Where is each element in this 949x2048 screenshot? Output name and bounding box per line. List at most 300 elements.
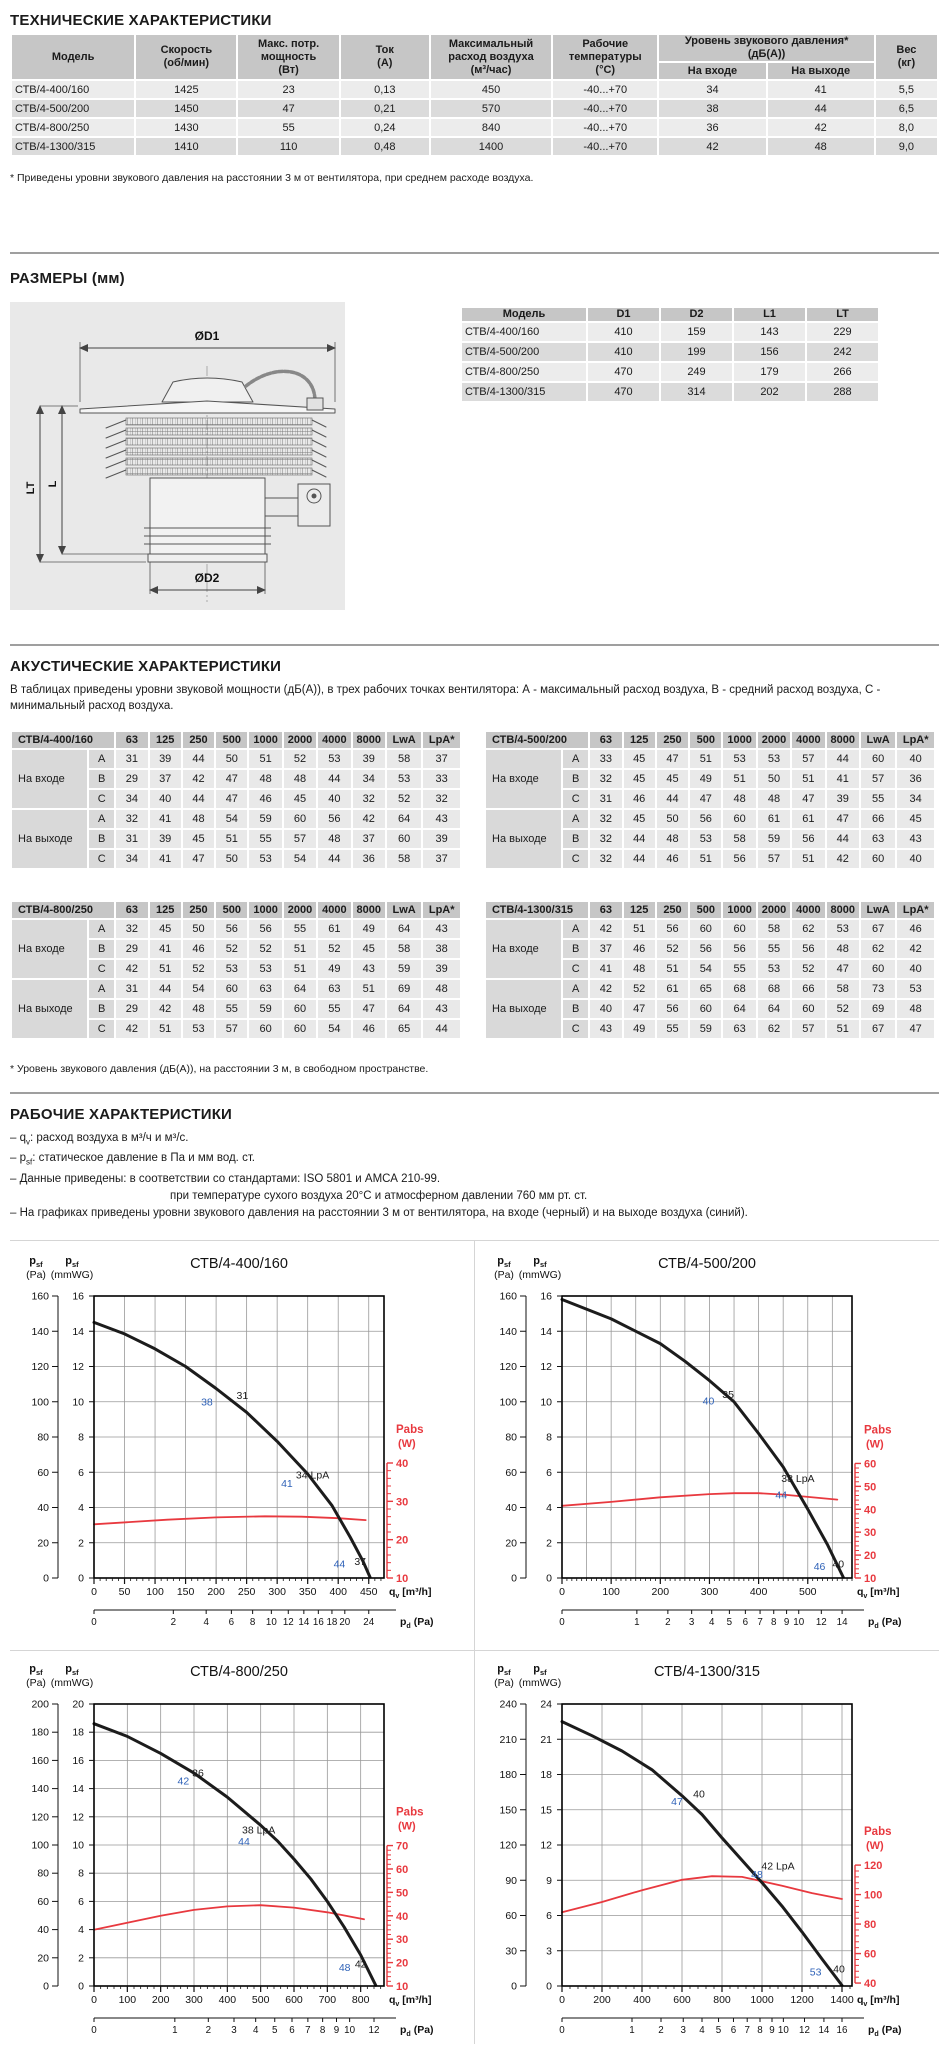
value-cell: 59 <box>387 960 421 978</box>
column-header-model: Модель <box>12 35 134 79</box>
point-label: C <box>89 1020 114 1038</box>
curve-annotation: 42 <box>177 1775 190 1788</box>
pabs-axis-tick: 50 <box>864 1481 877 1494</box>
qv-axis-title: $q_v$ [m³/h] <box>389 1994 432 2008</box>
value-cell: 32 <box>353 790 385 808</box>
value-cell: 58 <box>387 850 421 868</box>
value-cell: 56 <box>249 920 281 938</box>
value-cell: 40 <box>590 1000 621 1018</box>
value-cell: 48 <box>624 960 655 978</box>
mmwg-axis-tick: 0 <box>78 1572 84 1585</box>
pabs-axis-title: Pabs <box>396 1806 424 1819</box>
model-cell: СТВ/4-800/250 <box>12 119 134 136</box>
point-label: A <box>89 980 114 998</box>
pd-axis-tick: 24 <box>363 1617 375 1628</box>
pa-axis-tick: 0 <box>511 1980 517 1993</box>
pa-axis-tick: 120 <box>31 1811 49 1824</box>
value-cell: 48 <box>768 138 874 155</box>
value-cell: -40...+70 <box>553 100 657 117</box>
pa-axis-tick: 100 <box>31 1839 49 1852</box>
value-cell: 47 <box>827 960 859 978</box>
value-cell: 69 <box>861 1000 895 1018</box>
value-cell: 40 <box>897 960 934 978</box>
pd-axis-tick: 7 <box>305 2025 311 2036</box>
value-cell: 47 <box>792 790 824 808</box>
pd-axis-tick: 5 <box>715 2025 722 2036</box>
chart-title: СТВ/4-500/200 <box>658 1256 756 1272</box>
value-cell: 37 <box>353 830 385 848</box>
value-cell: 58 <box>387 940 421 958</box>
value-cell: 44 <box>768 100 874 117</box>
mmwg-axis-tick: 4 <box>546 1502 552 1514</box>
mmwg-axis-tick: 14 <box>540 1325 552 1338</box>
value-cell: 55 <box>216 1000 247 1018</box>
value-cell: 34 <box>116 790 147 808</box>
value-cell: 50 <box>216 850 247 868</box>
column-header-freq: 63 <box>116 732 147 748</box>
value-cell: 51 <box>150 960 181 978</box>
pd-axis-tick: 7 <box>744 2025 750 2036</box>
value-cell: 56 <box>690 940 721 958</box>
value-cell: 47 <box>183 850 214 868</box>
acoustic-table-ctb4-1300-315 <box>484 900 936 1040</box>
column-header-freq: LwA <box>861 902 895 918</box>
mmwg-axis-tick: 3 <box>546 1945 552 1958</box>
dim-label-d2: ØD2 <box>194 571 220 585</box>
value-cell: 64 <box>387 1000 421 1018</box>
value-cell: 33 <box>423 770 460 788</box>
pa-axis-tick: 140 <box>31 1325 49 1338</box>
mmwg-axis-tick: 4 <box>78 1924 84 1937</box>
mmwg-axis-tick: 21 <box>540 1733 552 1746</box>
point-label: A <box>563 810 588 828</box>
curve-annotation: 37 <box>354 1555 367 1568</box>
curve-annotation: 40 <box>702 1395 715 1408</box>
qv-axis-tick: 50 <box>118 1586 131 1598</box>
value-cell: 41 <box>150 850 181 868</box>
curve-annotation: 31 <box>236 1390 249 1403</box>
qv-axis-tick: 800 <box>351 1994 370 2006</box>
mmwg-axis-tick: 10 <box>72 1839 84 1852</box>
value-cell: 45 <box>624 810 655 828</box>
pd-axis-tick: 9 <box>333 2025 340 2036</box>
table-row <box>486 980 934 998</box>
table-row <box>486 810 934 828</box>
mmwg-axis-tick: 2 <box>78 1537 84 1550</box>
value-cell: 48 <box>827 940 859 958</box>
acoustics-intro: В таблицах приведены уровни звуковой мощности (дБ(А)), в трех рабочих точках вентилятора: А - максимальный расход воздуха, В - средний расход воздуха, С - минимальный расход воздуха. <box>10 684 881 712</box>
pd-axis-tick: 2 <box>665 1617 671 1628</box>
table-header-row <box>12 902 460 918</box>
value-cell: 48 <box>423 980 460 998</box>
value-cell: 43 <box>423 810 460 828</box>
value-cell: 47 <box>827 810 859 828</box>
pabs-axis-tick: 60 <box>396 1863 409 1876</box>
value-cell: 40 <box>318 790 350 808</box>
value-cell: 42 <box>827 850 859 868</box>
column-header-freq: 8000 <box>827 902 859 918</box>
value-cell: 32 <box>590 770 621 788</box>
section-divider <box>10 1092 939 1094</box>
point-label: B <box>89 940 114 958</box>
column-header-model: СТВ/4-1300/315 <box>486 902 588 918</box>
value-cell: 179 <box>734 363 805 381</box>
value-cell: -40...+70 <box>553 81 657 98</box>
pd-axis-tick: 10 <box>777 2025 789 2036</box>
psf-pa-axis-unit: (Pa) <box>494 1677 514 1689</box>
mmwg-axis-tick: 10 <box>540 1396 552 1409</box>
table-header-row <box>462 308 878 321</box>
column-header-freq: LpA* <box>897 732 934 748</box>
psf-pa-axis-title: $p_{sf}$ <box>29 1663 43 1677</box>
acoustic-table-ctb4-400-160 <box>10 730 462 870</box>
value-cell: 58 <box>723 830 755 848</box>
value-cell: 54 <box>318 1020 350 1038</box>
chart-title: СТВ/4-400/160 <box>190 1256 288 1272</box>
psf-pa-axis-title: $p_{sf}$ <box>497 1255 511 1269</box>
value-cell: 61 <box>657 980 688 998</box>
curve-annotation: 48 <box>751 1868 763 1881</box>
dim-label-lt: LT <box>25 481 37 495</box>
value-cell: 50 <box>183 920 214 938</box>
point-label: A <box>89 920 114 938</box>
value-cell: 59 <box>690 1020 721 1038</box>
value-cell: 32 <box>590 830 621 848</box>
psf-mmwg-axis-unit: (mmWG) <box>50 1269 94 1281</box>
value-cell: 56 <box>216 920 247 938</box>
qv-axis-tick: 350 <box>298 1586 317 1598</box>
value-cell: 55 <box>238 119 338 136</box>
mmwg-axis-tick: 20 <box>72 1698 84 1711</box>
psf-mmwg-axis-title: $p_{sf}$ <box>533 1255 547 1269</box>
mmwg-axis-tick: 14 <box>72 1783 84 1796</box>
value-cell: 60 <box>723 920 755 938</box>
technical-footnote: * Приведены уровни звукового давления на расстоянии 3 м от вентилятора, при среднем расходе воздуха. <box>10 172 534 184</box>
column-header-freq: 125 <box>150 902 181 918</box>
value-cell: 51 <box>657 960 688 978</box>
value-cell: 52 <box>284 750 316 768</box>
model-cell: СТВ/4-400/160 <box>462 323 586 341</box>
qv-axis-tick: 400 <box>218 1994 237 2006</box>
table-header-row <box>486 732 934 748</box>
value-cell: 65 <box>387 1020 421 1038</box>
pa-axis-tick: 60 <box>37 1895 49 1908</box>
value-cell: 48 <box>183 810 214 828</box>
point-label: C <box>89 790 114 808</box>
pd-axis-tick: 3 <box>688 1617 695 1628</box>
value-cell: 470 <box>588 383 659 401</box>
value-cell: 60 <box>249 1020 281 1038</box>
value-cell: 48 <box>657 830 688 848</box>
value-cell: 42 <box>116 960 147 978</box>
mmwg-axis-tick: 8 <box>78 1867 84 1880</box>
performance-chart-ctb4-500-200 <box>480 1248 935 1638</box>
value-cell: 43 <box>590 1020 621 1038</box>
column-header-weight: Вес (кг) <box>876 35 937 79</box>
column-header-freq: 8000 <box>353 902 385 918</box>
column-header-freq: 250 <box>183 732 214 748</box>
point-label: B <box>89 770 114 788</box>
psf-mmwg-axis-title: $p_{sf}$ <box>533 1663 547 1677</box>
curve-annotation: 35 <box>722 1389 734 1402</box>
column-header-freq: 250 <box>657 902 688 918</box>
column-header-current: Ток (А) <box>341 35 429 79</box>
mmwg-axis-tick: 16 <box>540 1290 552 1303</box>
mmwg-axis-tick: 24 <box>540 1698 552 1711</box>
value-cell: 51 <box>792 770 824 788</box>
value-cell: 56 <box>657 1000 688 1018</box>
pa-axis-tick: 30 <box>505 1945 517 1958</box>
dim-label-d1: ØD1 <box>194 329 220 343</box>
pabs-axis-unit: (W) <box>398 1820 416 1833</box>
table-row <box>12 750 460 768</box>
pa-axis-tick: 60 <box>505 1466 517 1479</box>
value-cell: 43 <box>423 1000 460 1018</box>
pa-axis-tick: 120 <box>31 1361 49 1373</box>
pd-axis-tick: 14 <box>818 2025 830 2036</box>
value-cell: 51 <box>284 940 316 958</box>
column-header-freq: 8000 <box>353 732 385 748</box>
value-cell: 54 <box>216 810 247 828</box>
value-cell: 44 <box>183 790 214 808</box>
value-cell: 42 <box>183 770 214 788</box>
value-cell: 60 <box>387 830 421 848</box>
value-cell: 40 <box>897 850 934 868</box>
mmwg-axis-tick: 6 <box>78 1466 84 1479</box>
value-cell: -40...+70 <box>553 119 657 136</box>
value-cell: 42 <box>116 1020 147 1038</box>
value-cell: 60 <box>861 750 895 768</box>
pa-axis-tick: 100 <box>31 1396 49 1409</box>
point-label: A <box>563 920 588 938</box>
qv-axis-tick: 200 <box>207 1586 225 1598</box>
mmwg-axis-tick: 0 <box>546 1572 552 1585</box>
value-cell: 59 <box>249 1000 281 1018</box>
qv-axis-title: $q_v$ [m³/h] <box>857 1586 900 1600</box>
pd-axis-tick: 16 <box>836 2025 848 2036</box>
pa-axis-tick: 90 <box>505 1874 517 1887</box>
value-cell: 44 <box>657 790 688 808</box>
pa-axis-tick: 80 <box>37 1431 49 1444</box>
pa-axis-tick: 20 <box>37 1952 49 1965</box>
column-header-freq: 1000 <box>723 902 755 918</box>
psf-pa-axis-title: $p_{sf}$ <box>497 1663 511 1677</box>
value-cell: 288 <box>807 383 878 401</box>
qv-axis-tick: 600 <box>285 1994 303 2006</box>
column-header-freq: 4000 <box>318 902 350 918</box>
pa-axis-tick: 160 <box>31 1754 49 1767</box>
table-row <box>12 119 937 136</box>
value-cell: 45 <box>624 770 655 788</box>
value-cell: 29 <box>116 940 147 958</box>
pd-axis-tick: 5 <box>272 2025 278 2036</box>
model-cell: СТВ/4-500/200 <box>462 343 586 361</box>
value-cell: 44 <box>318 850 350 868</box>
value-cell: 32 <box>116 920 147 938</box>
table-row <box>462 343 878 361</box>
value-cell: 53 <box>758 750 790 768</box>
value-cell: 56 <box>690 810 721 828</box>
value-cell: 51 <box>723 770 755 788</box>
table-row <box>12 810 460 828</box>
value-cell: 32 <box>423 790 460 808</box>
value-cell: 45 <box>183 830 214 848</box>
pa-axis-tick: 40 <box>37 1924 49 1937</box>
mmwg-axis-tick: 6 <box>546 1466 552 1479</box>
pabs-axis-tick: 20 <box>396 1957 409 1970</box>
value-cell: 62 <box>861 940 895 958</box>
value-cell: 57 <box>792 1020 824 1038</box>
psf-mmwg-axis-unit: (mmWG) <box>518 1269 562 1281</box>
value-cell: 23 <box>238 81 338 98</box>
value-cell: 55 <box>318 1000 350 1018</box>
pa-axis-tick: 0 <box>43 1572 49 1585</box>
pd-axis-tick: 4 <box>203 1617 209 1628</box>
table-row <box>12 138 937 155</box>
value-cell: 242 <box>807 343 878 361</box>
qv-axis-tick: 300 <box>185 1994 203 2006</box>
value-cell: 1430 <box>136 119 236 136</box>
pd-axis-tick: 1 <box>172 2025 178 2036</box>
value-cell: 65 <box>690 980 721 998</box>
value-cell: 56 <box>723 940 755 958</box>
point-label: C <box>563 850 588 868</box>
pd-axis-tick: 18 <box>326 1617 338 1628</box>
pd-axis-tick: 1 <box>629 2025 635 2036</box>
pa-axis-tick: 80 <box>505 1431 517 1444</box>
value-cell: 39 <box>150 750 181 768</box>
column-header-freq: 4000 <box>792 902 824 918</box>
value-cell: 55 <box>723 960 755 978</box>
value-cell: 47 <box>238 100 338 117</box>
value-cell: 45 <box>657 770 688 788</box>
value-cell: 36 <box>659 119 765 136</box>
performance-chart-ctb4-800-250 <box>12 1656 467 2046</box>
value-cell: 73 <box>861 980 895 998</box>
column-header-model: СТВ/4-500/200 <box>486 732 588 748</box>
mmwg-axis-tick: 6 <box>78 1895 84 1908</box>
value-cell: 43 <box>353 960 385 978</box>
qv-axis-tick: 450 <box>359 1586 378 1598</box>
value-cell: 60 <box>216 980 247 998</box>
value-cell: 45 <box>353 940 385 958</box>
value-cell: 34 <box>116 850 147 868</box>
pd-axis-tick: 6 <box>289 2025 295 2036</box>
value-cell: 48 <box>249 770 281 788</box>
pa-axis-tick: 20 <box>505 1537 517 1550</box>
value-cell: 410 <box>588 323 659 341</box>
pd-axis-tick: 14 <box>298 1617 310 1628</box>
value-cell: 47 <box>216 790 247 808</box>
value-cell: 46 <box>657 850 688 868</box>
value-cell: 52 <box>827 1000 859 1018</box>
value-cell: 57 <box>758 850 790 868</box>
value-cell: 60 <box>284 810 316 828</box>
table-row <box>12 81 937 98</box>
pabs-axis-tick: 40 <box>864 1504 877 1517</box>
pd-axis-tick: 4 <box>252 2025 259 2036</box>
value-cell: 32 <box>116 810 147 828</box>
pabs-axis-tick: 50 <box>396 1887 409 1900</box>
value-cell: 59 <box>758 830 790 848</box>
pa-axis-tick: 40 <box>505 1502 517 1514</box>
value-cell: 49 <box>624 1020 655 1038</box>
qv-axis-tick: 0 <box>559 1994 565 2006</box>
column-header-freq: 63 <box>116 902 147 918</box>
pd-axis-tick: 2 <box>170 1617 177 1628</box>
fan-dimension-diagram <box>10 302 345 610</box>
pa-axis-tick: 80 <box>37 1867 49 1880</box>
value-cell: 53 <box>897 980 934 998</box>
value-cell: 41 <box>150 810 181 828</box>
qv-axis-tick: 500 <box>798 1586 817 1598</box>
table-row <box>462 363 878 381</box>
point-label: B <box>563 830 588 848</box>
value-cell: 48 <box>284 770 316 788</box>
pd-axis-tick: 20 <box>339 1617 351 1628</box>
model-cell: СТВ/4-1300/315 <box>462 383 586 401</box>
qv-axis-tick: 600 <box>673 1994 691 2006</box>
value-cell: 46 <box>897 920 934 938</box>
qv-axis-title: $q_v$ [m³/h] <box>857 1994 900 2008</box>
chart-title: СТВ/4-800/250 <box>190 1664 288 1680</box>
value-cell: 38 <box>659 100 765 117</box>
point-label: B <box>563 770 588 788</box>
column-header-freq: LpA* <box>897 902 934 918</box>
value-cell: 52 <box>249 940 281 958</box>
table-header-row <box>486 902 934 918</box>
mmwg-axis-tick: 14 <box>72 1325 84 1338</box>
value-cell: 53 <box>758 960 790 978</box>
curve-annotation: 38 LpA <box>781 1472 815 1485</box>
dimensions-table <box>460 306 880 403</box>
value-cell: 60 <box>690 1000 721 1018</box>
value-cell: 0,21 <box>341 100 429 117</box>
pabs-axis-tick: 40 <box>864 1978 877 1991</box>
value-cell: 64 <box>284 980 316 998</box>
value-cell: 56 <box>723 850 755 868</box>
value-cell: 55 <box>758 940 790 958</box>
value-cell: 450 <box>431 81 551 98</box>
group-label: На выходе <box>12 810 87 868</box>
pa-axis-tick: 210 <box>499 1733 517 1746</box>
pd-axis-title: $p_d$ (Pa) <box>400 2024 434 2038</box>
group-label: На входе <box>12 750 87 808</box>
value-cell: 249 <box>661 363 732 381</box>
value-cell: 42 <box>897 940 934 958</box>
psf-mmwg-axis-unit: (mmWG) <box>518 1677 562 1689</box>
value-cell: 69 <box>387 980 421 998</box>
column-header-freq: 8000 <box>827 732 859 748</box>
pa-axis-tick: 100 <box>499 1396 517 1409</box>
column-header-sound-inlet: На входе <box>659 63 765 79</box>
value-cell: 42 <box>590 920 621 938</box>
value-cell: 0,13 <box>341 81 429 98</box>
value-cell: 53 <box>216 960 247 978</box>
value-cell: 58 <box>758 920 790 938</box>
pa-axis-tick: 200 <box>31 1698 49 1711</box>
pa-axis-tick: 60 <box>37 1466 49 1479</box>
pabs-axis-unit: (W) <box>398 1437 416 1450</box>
value-cell: 57 <box>284 830 316 848</box>
value-cell: 67 <box>861 1020 895 1038</box>
pabs-axis-tick: 10 <box>396 1573 409 1585</box>
value-cell: 159 <box>661 323 732 341</box>
value-cell: 60 <box>284 1000 316 1018</box>
qv-axis-tick: 0 <box>559 1586 565 1598</box>
value-cell: 57 <box>861 770 895 788</box>
pa-axis-tick: 0 <box>511 1572 517 1585</box>
